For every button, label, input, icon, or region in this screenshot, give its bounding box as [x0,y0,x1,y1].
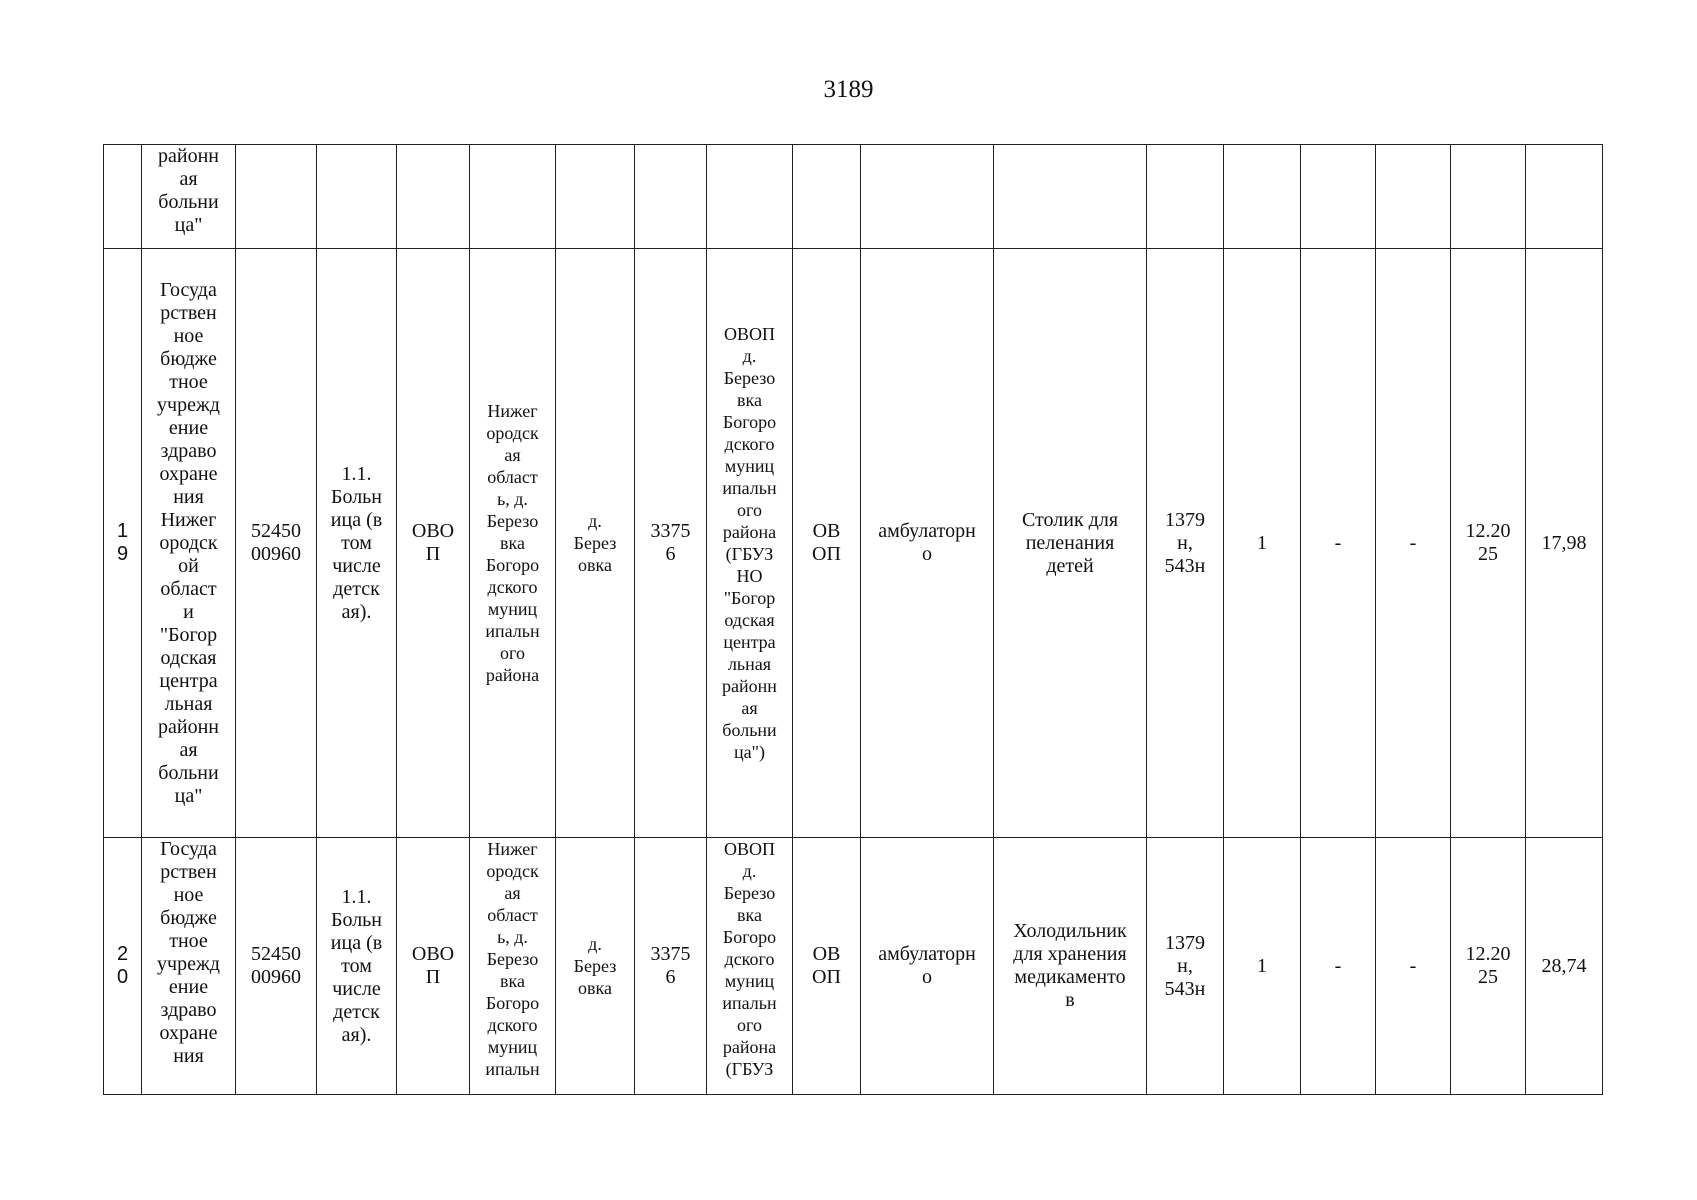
cell-organization: районн ая больни ца" [142,145,236,249]
cell-unit: ОВОП д. Березо вка Богоро дского муниц ипальн ого района (ГБУЗ [707,838,793,1095]
data-table [103,144,1603,1095]
cell-order [1147,145,1224,249]
cell-col-a: - [1301,249,1376,838]
cell-care: амбулаторн о [861,249,994,838]
cell-qty [1224,145,1301,249]
cell-price: 28,74 [1526,838,1603,1095]
cell-unit: ОВОП д. Березо вка Богоро дского муниц ипальн ого района (ГБУЗ НО "Богор одская центра льная районн ая больни ца") [707,249,793,838]
page-number: 3189 [823,76,874,103]
cell-no [104,145,142,249]
table-row [104,145,1603,249]
cell-care: амбулаторн о [861,838,994,1095]
cell-order: 1379 н, 543н [1147,249,1224,838]
cell-col-b: - [1376,249,1451,838]
cell-organization: Госуда рствен ное бюдже тное учрежд ение здраво охране ния Нижег ородск ой област и "Богор одская центра льная районн ая больни ца" [142,249,236,838]
cell-qty: 1 [1224,838,1301,1095]
cell-code: 52450 00960 [236,249,317,838]
cell-category: 1.1. Больн ица (в том числе детск ая). [317,838,397,1095]
cell-address [470,145,556,249]
cell-category: 1.1. Больн ица (в том числе детск ая). [317,249,397,838]
table-row [104,249,1603,838]
cell-price [1526,145,1603,249]
cell-qty: 1 [1224,249,1301,838]
cell-care [861,145,994,249]
cell-item: Холодильник для хранения медикаменто в [994,838,1147,1095]
cell-locality: д. Берез овка [556,249,635,838]
cell-col-b: - [1376,838,1451,1095]
cell-col-b [1376,145,1451,249]
cell-category [317,145,397,249]
cell-order: 1379 н, 543н [1147,838,1224,1095]
cell-item [994,145,1147,249]
cell-date: 12.20 25 [1451,249,1526,838]
cell-date: 12.20 25 [1451,838,1526,1095]
cell-organization: Госуда рствен ное бюдже тное учрежд ение здраво охране ния [142,838,236,1095]
cell-type [397,145,470,249]
cell-unit-type: ОВ ОП [793,838,861,1095]
cell-postcode: 3375 6 [635,249,707,838]
cell-postcode: 3375 6 [635,838,707,1095]
cell-unit-type [793,145,861,249]
cell-col-a [1301,145,1376,249]
cell-no: 1 9 [104,249,142,838]
cell-address: Нижег ородск ая област ь, д. Березо вка Богоро дского муниц ипальн [470,838,556,1095]
cell-unit [707,145,793,249]
cell-col-a: - [1301,838,1376,1095]
cell-code: 52450 00960 [236,838,317,1095]
cell-type: ОВО П [397,249,470,838]
cell-price: 17,98 [1526,249,1603,838]
cell-no: 2 0 [104,838,142,1095]
cell-code [236,145,317,249]
cell-postcode [635,145,707,249]
cell-item: Столик для пеленания детей [994,249,1147,838]
table-row [104,838,1603,1095]
cell-unit-type: ОВ ОП [793,249,861,838]
cell-locality [556,145,635,249]
cell-address: Нижег ородск ая област ь, д. Березо вка Богоро дского муниц ипальн ого района [470,249,556,838]
cell-type: ОВО П [397,838,470,1095]
cell-date [1451,145,1526,249]
cell-locality: д. Берез овка [556,838,635,1095]
